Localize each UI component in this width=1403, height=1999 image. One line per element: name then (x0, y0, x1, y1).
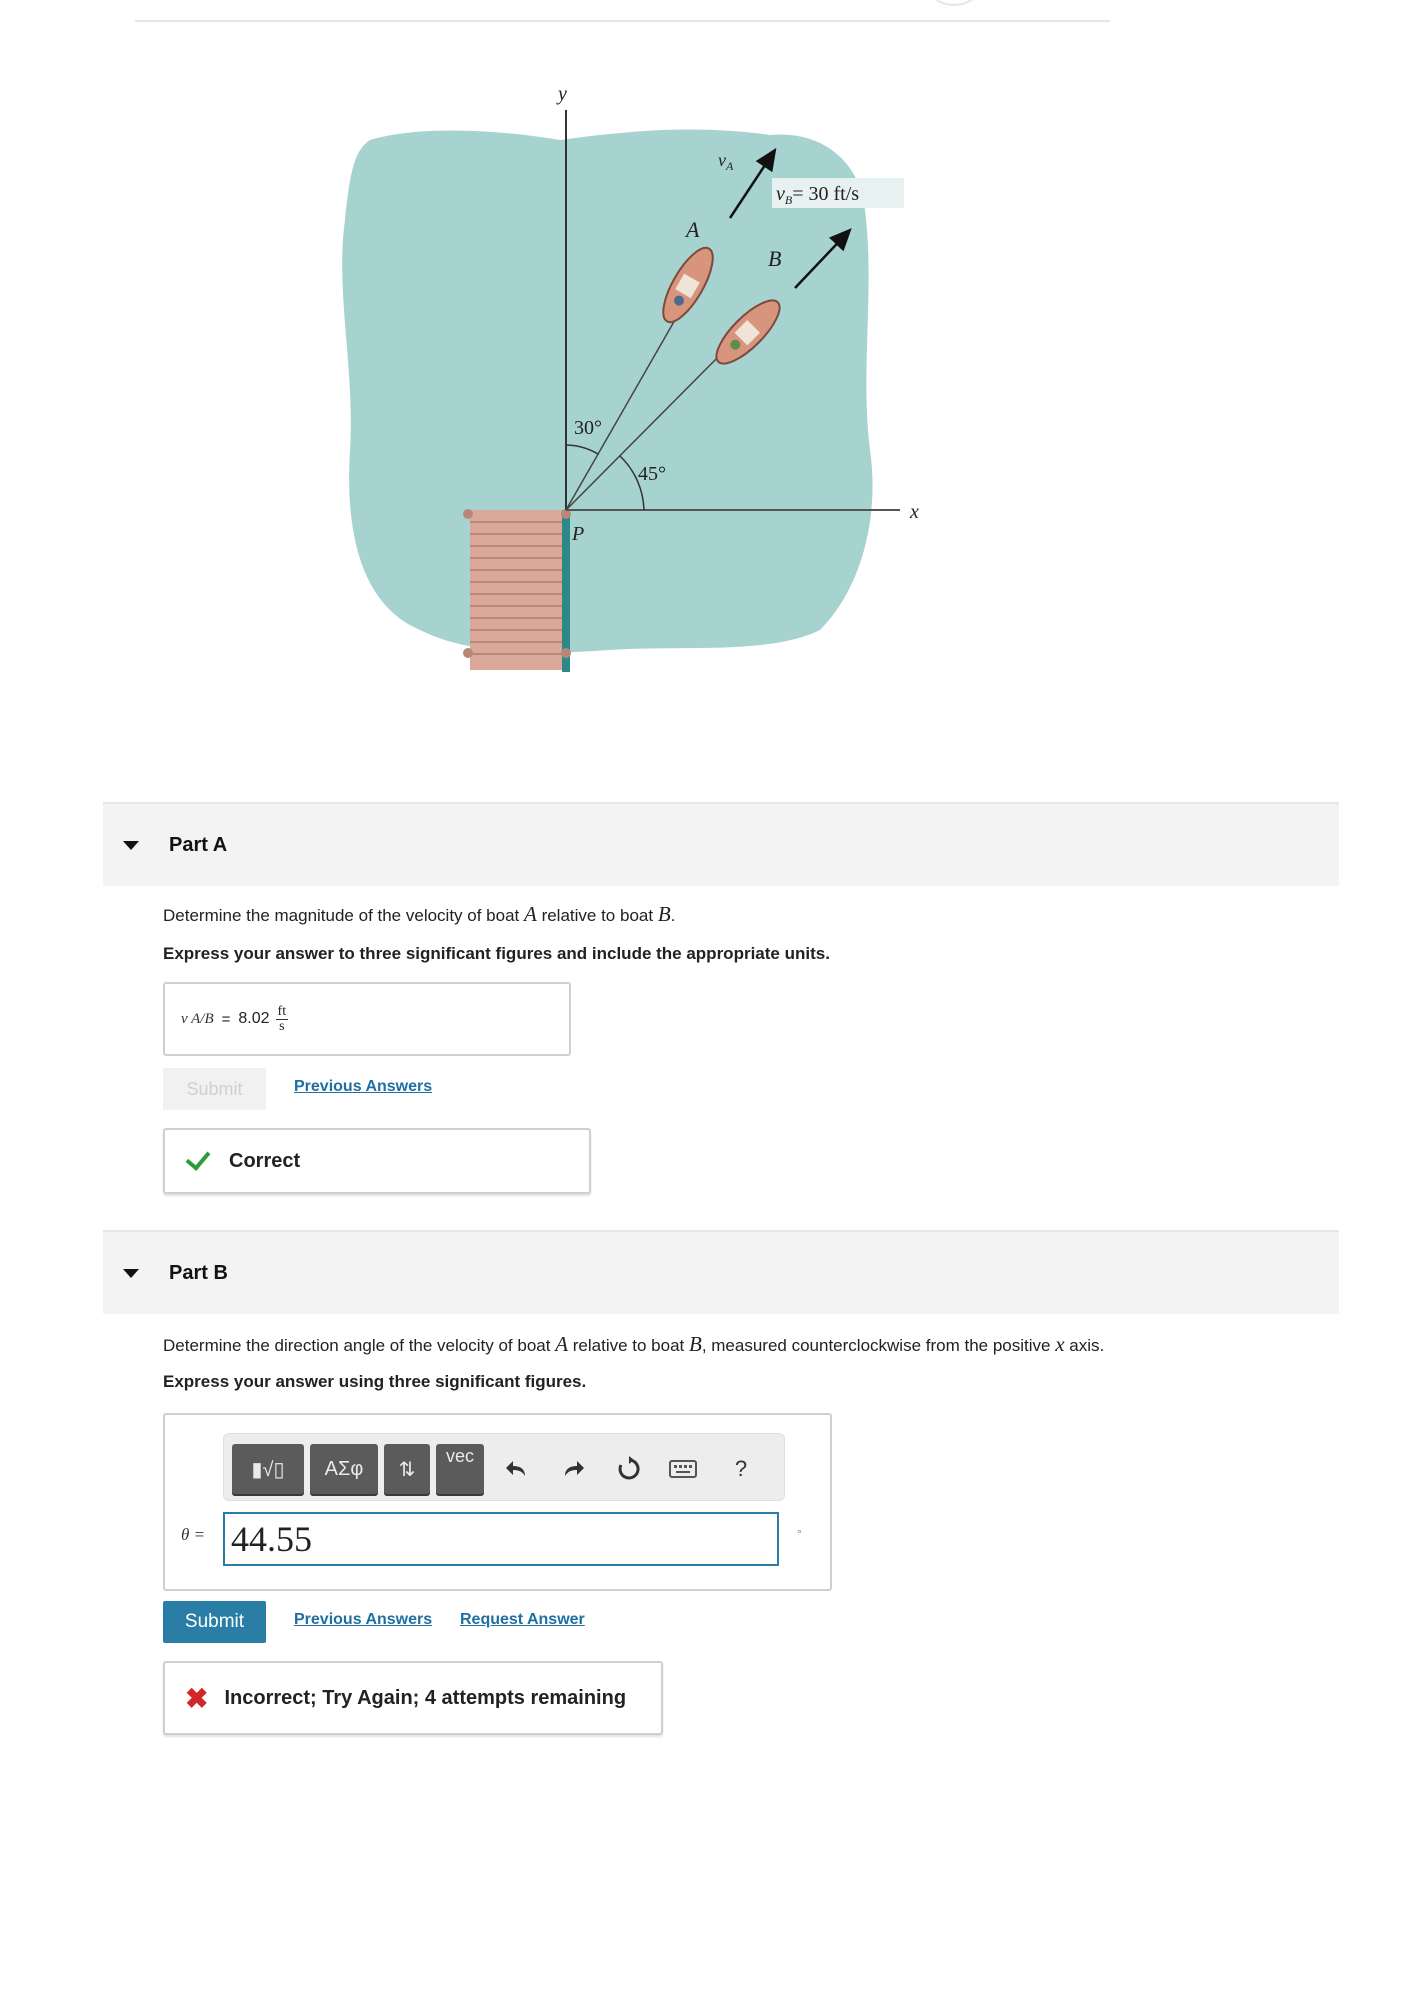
part-a-previous-answers-link[interactable]: Previous Answers (294, 1078, 433, 1095)
boat-B-label: B (768, 246, 782, 271)
undo-icon[interactable] (500, 1452, 534, 1486)
boats-diagram (300, 70, 940, 690)
templates-button[interactable]: ▮√▯ (232, 1444, 304, 1494)
theta-answer-input[interactable]: 44.55 (223, 1512, 779, 1566)
reset-icon[interactable] (612, 1452, 646, 1486)
redo-icon[interactable] (556, 1452, 590, 1486)
collapse-caret-icon[interactable] (123, 1269, 139, 1278)
problem-figure (300, 70, 940, 690)
arrows-button[interactable]: ⇅ (384, 1444, 430, 1494)
math-toolbar (223, 1433, 785, 1501)
vector-button[interactable]: vec (436, 1444, 484, 1494)
top-avatar-edge (930, 0, 978, 6)
y-axis-label: y (558, 83, 567, 105)
answer-value: 8.02 (238, 1010, 270, 1027)
feedback-text: Correct (229, 1149, 301, 1172)
part-b-equation-editor (163, 1413, 832, 1591)
part-a-submit-button[interactable]: Submit (163, 1068, 266, 1110)
vB-label: $v_B= 30$ ft/s (776, 183, 860, 207)
part-b-feedback (163, 1661, 663, 1735)
vA-label: $v_A$ (718, 150, 734, 173)
request-answer-link[interactable]: Request Answer (460, 1611, 585, 1628)
part-b-question: Determine the direction angle of the velocity of boat A relative to boat B, measured counterclockwise from the positive x axis. (163, 1332, 1105, 1356)
angle-30-label: 30° (574, 417, 602, 439)
degree-unit: ° (797, 1527, 802, 1541)
part-b-header[interactable] (103, 1230, 1339, 1314)
part-b-title: Part B (169, 1261, 228, 1284)
part-a-feedback (163, 1128, 591, 1194)
part-a-instruction: Express your answer to three significant figures and include the appropriate units. (163, 944, 830, 963)
part-b-submit-button[interactable]: Submit (163, 1601, 266, 1643)
boat-A-label: A (686, 217, 700, 242)
dock-post (561, 648, 571, 658)
feedback-text: Incorrect; Try Again; 4 attempts remaining (224, 1686, 627, 1709)
answer-variable: v A/B (181, 1010, 214, 1027)
part-a-header[interactable] (103, 802, 1339, 886)
part-a-title: Part A (169, 833, 228, 856)
part-a-question: Determine the magnitude of the velocity of boat A relative to boat B. (163, 902, 676, 926)
greek-symbols-button[interactable]: ΑΣφ (310, 1444, 378, 1494)
help-button[interactable]: ? (734, 1456, 748, 1481)
dock-post (463, 648, 473, 658)
dock-post (463, 509, 473, 519)
water-area (342, 130, 872, 653)
dock-edge (562, 510, 570, 672)
theta-label: θ = (181, 1525, 206, 1544)
collapse-caret-icon[interactable] (123, 841, 139, 850)
part-a-answer-box (163, 982, 571, 1056)
answer-equals: = (221, 1010, 231, 1028)
incorrect-x-icon: ✖ (185, 1682, 209, 1714)
angle-45-label: 45° (638, 463, 666, 485)
top-divider (135, 20, 1110, 22)
point-P-label: P (572, 523, 585, 545)
checkmark-icon (186, 1145, 211, 1171)
keyboard-icon[interactable] (666, 1452, 700, 1486)
x-axis-label: x (910, 501, 919, 523)
answer-unit: $\frac{ft}{s}$ (277, 1003, 287, 1034)
part-b-instruction: Express your answer using three significant figures. (163, 1372, 587, 1391)
part-b-previous-answers-link[interactable]: Previous Answers (294, 1611, 433, 1628)
